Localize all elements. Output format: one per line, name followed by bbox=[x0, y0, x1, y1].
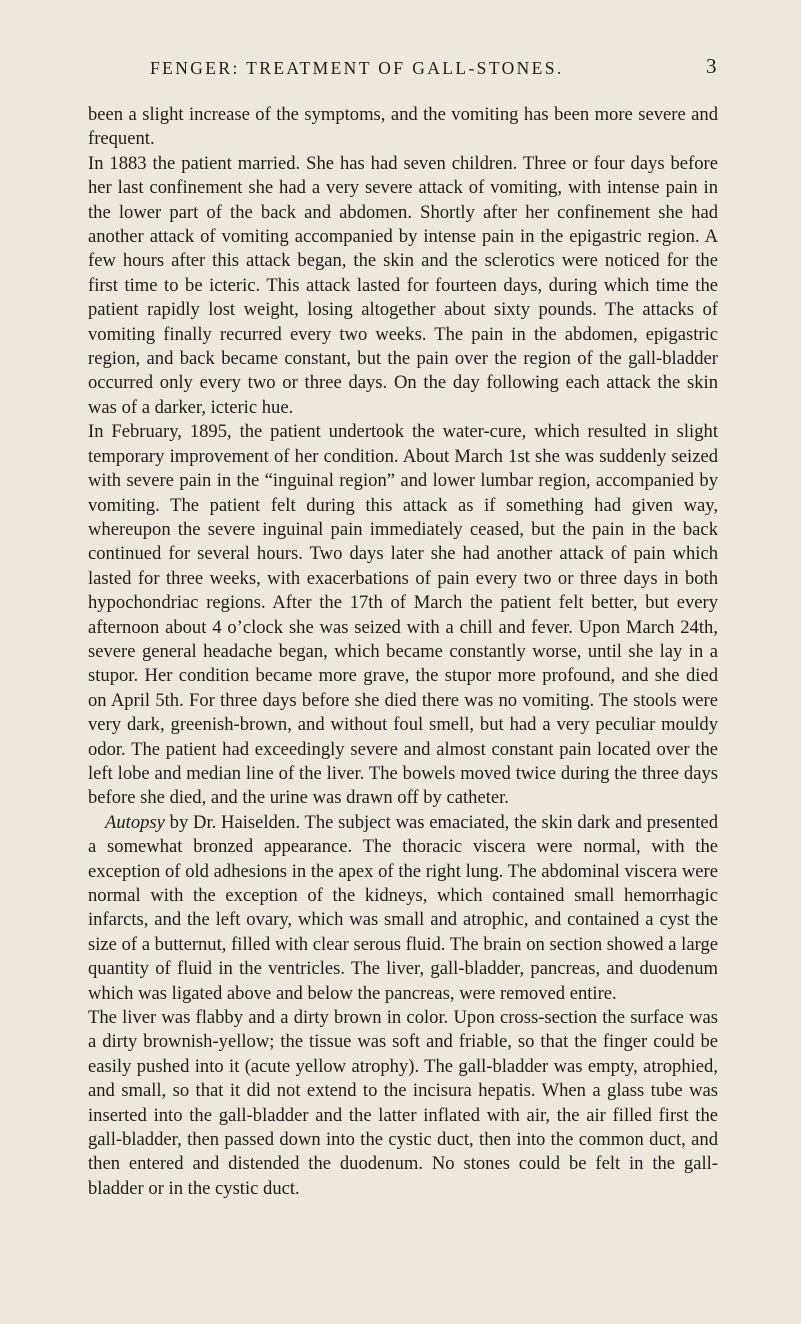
autopsy-lead: Autopsy bbox=[105, 811, 165, 833]
body-text bbox=[88, 103, 718, 1201]
page-number: 3 bbox=[706, 54, 717, 78]
autopsy-text: by Dr. Haiselden. The subject was emaciated, the skin dark and presented a somewhat bronzed appearance. The thoracic viscera were normal, with the exception of old adhesions in the apex of the right lung. The abdominal viscera were normal with the exception of the kidneys, which contained small hemorrhagic infarcts, and the left ovary, which was small and atrophic, and contained a cyst the size of a butternut, filled with clear serous fluid. The brain on section showed a large quantity of fluid in the ventricles. The liver, gall-bladder, pancreas, and duodenum which was ligated above and below the pancreas, were removed entire. bbox=[88, 811, 718, 1004]
paragraph-autopsy bbox=[88, 811, 718, 1006]
paragraph-history: In 1883 the patient married. She has had seven children. Three or four days before her last confinement she had a very severe attack of vomiting, with intense pain in the lower part of the back and abdomen. Shortly after her confinement she had another attack of vomiting accompanied by intense pain in the epigastric region. A few hours after this attack began, the skin and the sclerotics were noticed for the first time to be icteric. This attack lasted for fourteen days, during which time the patient rapidly lost weight, losing altogether about sixty pounds. The attacks of vomiting finally recurred every two weeks. The pain in the abdomen, epigastric region, and back became constant, but the pain over the region of the gall-bladder occurred only every two or three days. On the day following each attack the skin was of a darker, icteric hue. bbox=[88, 152, 718, 418]
paragraph-continuation: been a slight increase of the symptoms, and the vomiting has been more severe and frequent. bbox=[88, 104, 718, 150]
paragraph-liver: The liver was flabby and a dirty brown in color. Upon cross-section the surface was a dirty brownish-yellow; the tissue was soft and friable, so that the finger could be easily pushed into it (acute yellow atrophy). The gall-bladder was empty, atrophied, and small, so that it did not extend to the incisura hepatis. When a glass tube was inserted into the gall-bladder and the latter inflated with air, the air filled first the gall-bladder, then passed down into the cystic duct, then into the common duct, and then entered and distended the duodenum. No stones could be felt in the gall-bladder or in the cystic duct. bbox=[88, 1007, 718, 1199]
running-title: FENGER: TREATMENT OF GALL-STONES. bbox=[150, 58, 564, 78]
paragraph-course: In February, 1895, the patient undertook the water-cure, which resulted in slight temporary improvement of her condition. About March 1st she was suddenly seized with severe pain in the “inguinal region” and lower lumbar region, accompanied by vomiting. The patient felt during this attack as if something had given way, whereupon the severe inguinal pain immediately ceased, but the pain in the back continued for several hours. Two days later she had another attack of pain which lasted for three weeks, with exacerbations of pain every two or three days in both hypochondriac regions. After the 17th of March the patient felt better, but every afternoon about 4 o’clock she was seized with a chill and fever. Upon March 24th, severe general headache began, which became constantly worse, until she lay in a stupor. Her condition became more grave, the stupor more profound, and she died on April 5th. For three days before she died there was no vomiting. The stools were very dark, greenish-brown, and without foul smell, but had a very peculiar mouldy odor. The patient had exceedingly severe and almost constant pain located over the left lobe and median line of the liver. The bowels moved twice during the three days before she died, and the urine was drawn off by catheter. bbox=[88, 421, 718, 809]
